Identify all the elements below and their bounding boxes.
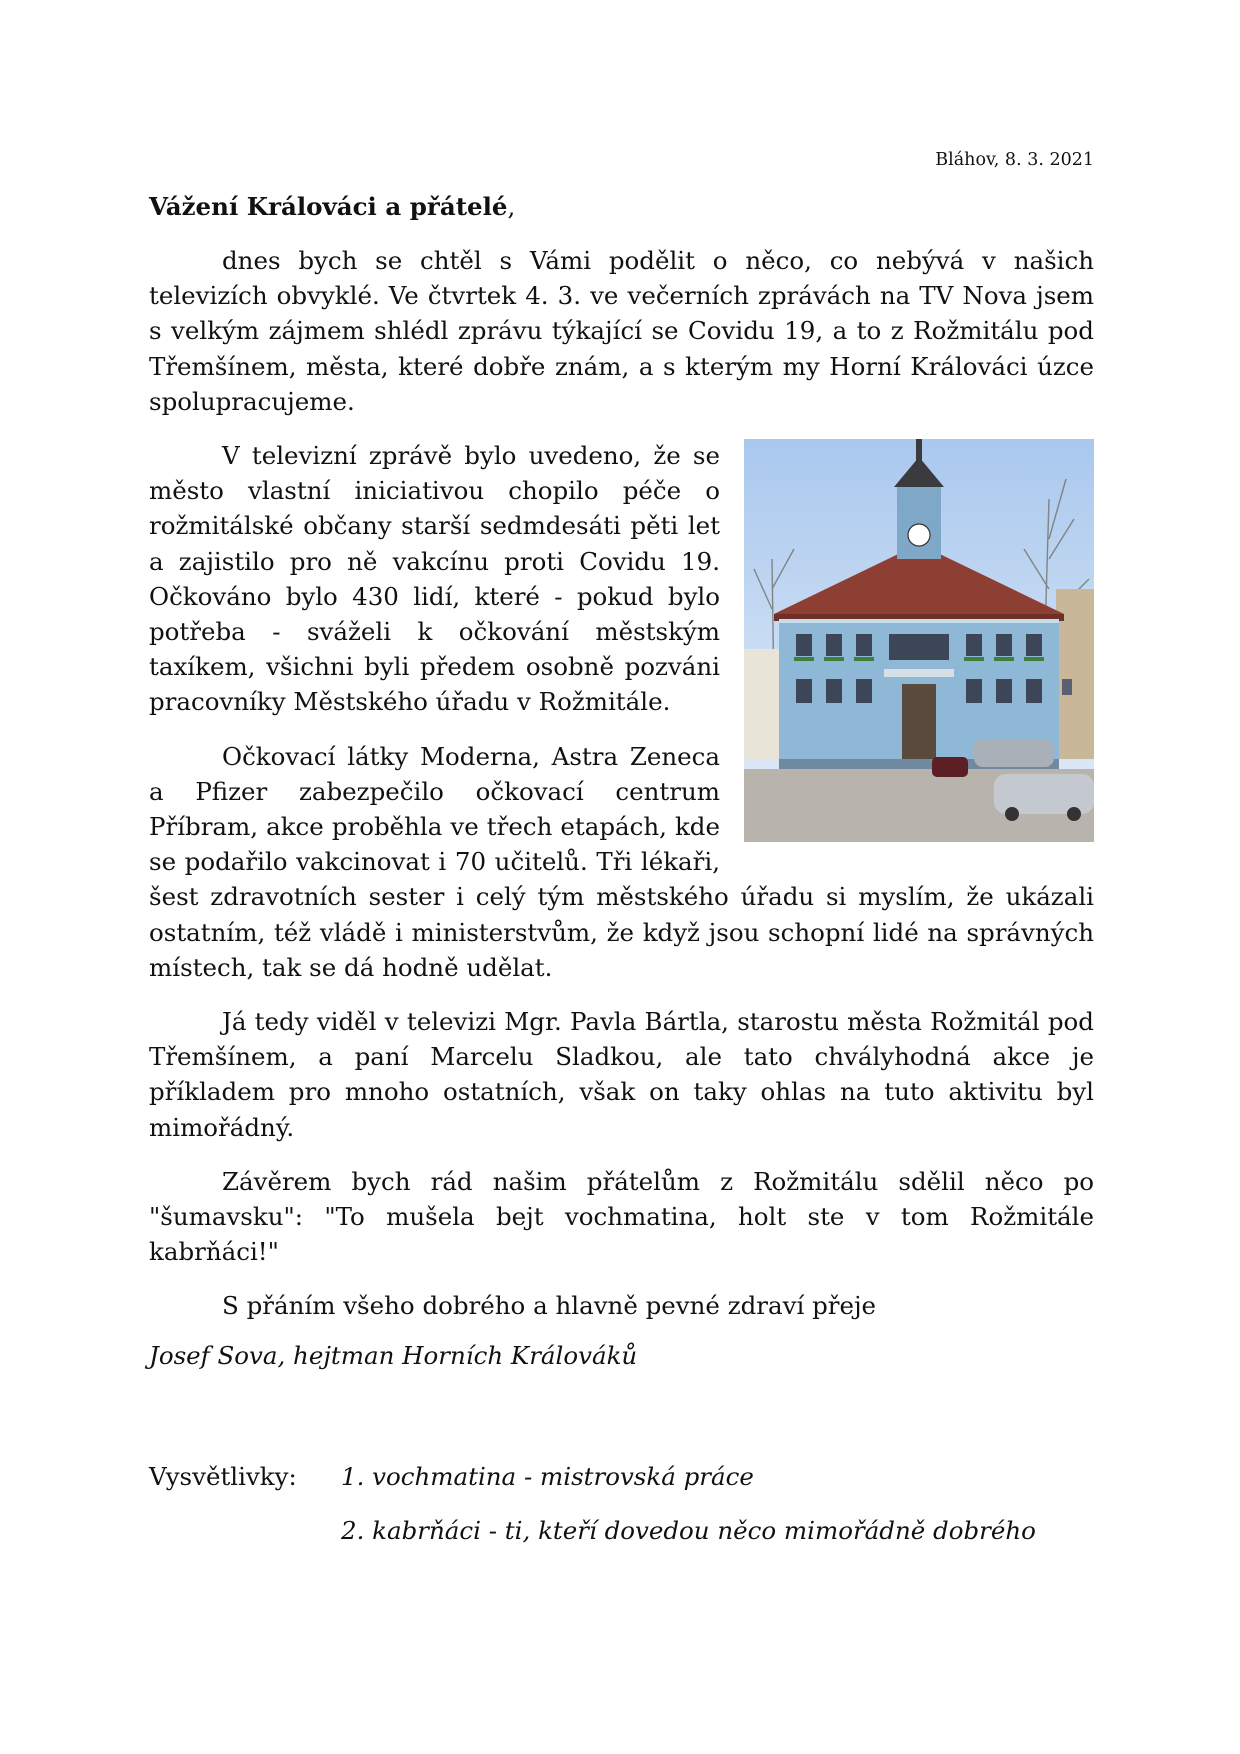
notes-label: Vysvětlivky: — [149, 1462, 297, 1491]
paragraph-3: Očkovací látky Moderna, Astra Zeneca a Pfizer zabezpečilo očkovací centrum Příbram, akce proběhla ve třech etapách, kde se podařilo vakcinovat i 70 učitelů. Tři lékaři, šest zdravotních sester i celý tým městského úřadu si myslím, že ukázali ostatním, též vládě i ministerstvům, že když jsou schopní lidé na správných místech, tak se dá hodně udělat. — [149, 741, 1094, 982]
closing-line: S přáním všeho dobrého a hlavně pevné zdraví přeje — [222, 1291, 877, 1321]
paragraph-2: V televizní zprávě bylo uvedeno, že se město vlastní iniciativou chopilo péče o rožmitálské občany starší sedmdesáti pěti let a zajistilo pro ně vakcínu proti Covidu 19. Očkováno bylo 430 lidí, které - pokud bylo potřeba - sváželi k očkování městským taxíkem, všichni byli předem osobně pozváni pracovníky Městského úřadu v Rožmitále. — [149, 441, 720, 717]
letter-body — [149, 243, 1094, 1343]
note-item-2: 2. kabrňáci - ti, kteří dovedou něco mimořádně dobrého — [341, 1516, 1036, 1545]
town-hall-illustration — [744, 439, 1094, 842]
salutation-text: Vážení Králováci a přátelé — [149, 192, 508, 221]
note-item-1: 1. vochmatina - mistrovská práce — [341, 1462, 754, 1491]
salutation — [149, 190, 515, 224]
letter-date: Bláhov, 8. 3. 2021 — [935, 150, 1094, 170]
salutation-comma: , — [507, 192, 516, 221]
paragraph-4: Já tedy viděl v televizi Mgr. Pavla Bártla, starostu města Rožmitál pod Třemšínem, a paní Marcelu Sladkou, ale tato chvályhodná akce je příkladem pro mnoho ostatních, však on taky ohlas na tuto aktivitu byl mimořádný. — [149, 1007, 1094, 1142]
paragraph-5: Závěrem bych rád našim přátelům z Rožmitálu sdělil něco po "šumavsku": "To mušela bejt vochmatina, holt ste v tom Rožmitále kabrňáci!" — [149, 1166, 1094, 1267]
signature: Josef Sova, hejtman Horních Králováků — [149, 1341, 638, 1370]
paragraph-1: dnes bych se chtěl s Vámi podělit o něco, co nebývá v našich televizích obvyklé. Ve čtvrtek 4. 3. ve večerních zprávách na TV Nova jsem s velkým zájmem shlédl zprávu týkající se Covidu 19, a to z Rožmitálu pod Třemšínem, města, které dobře znám, a s kterým my Horní Králováci úzce spolupracujeme. — [149, 246, 1094, 416]
town-hall-photo — [744, 439, 1094, 842]
